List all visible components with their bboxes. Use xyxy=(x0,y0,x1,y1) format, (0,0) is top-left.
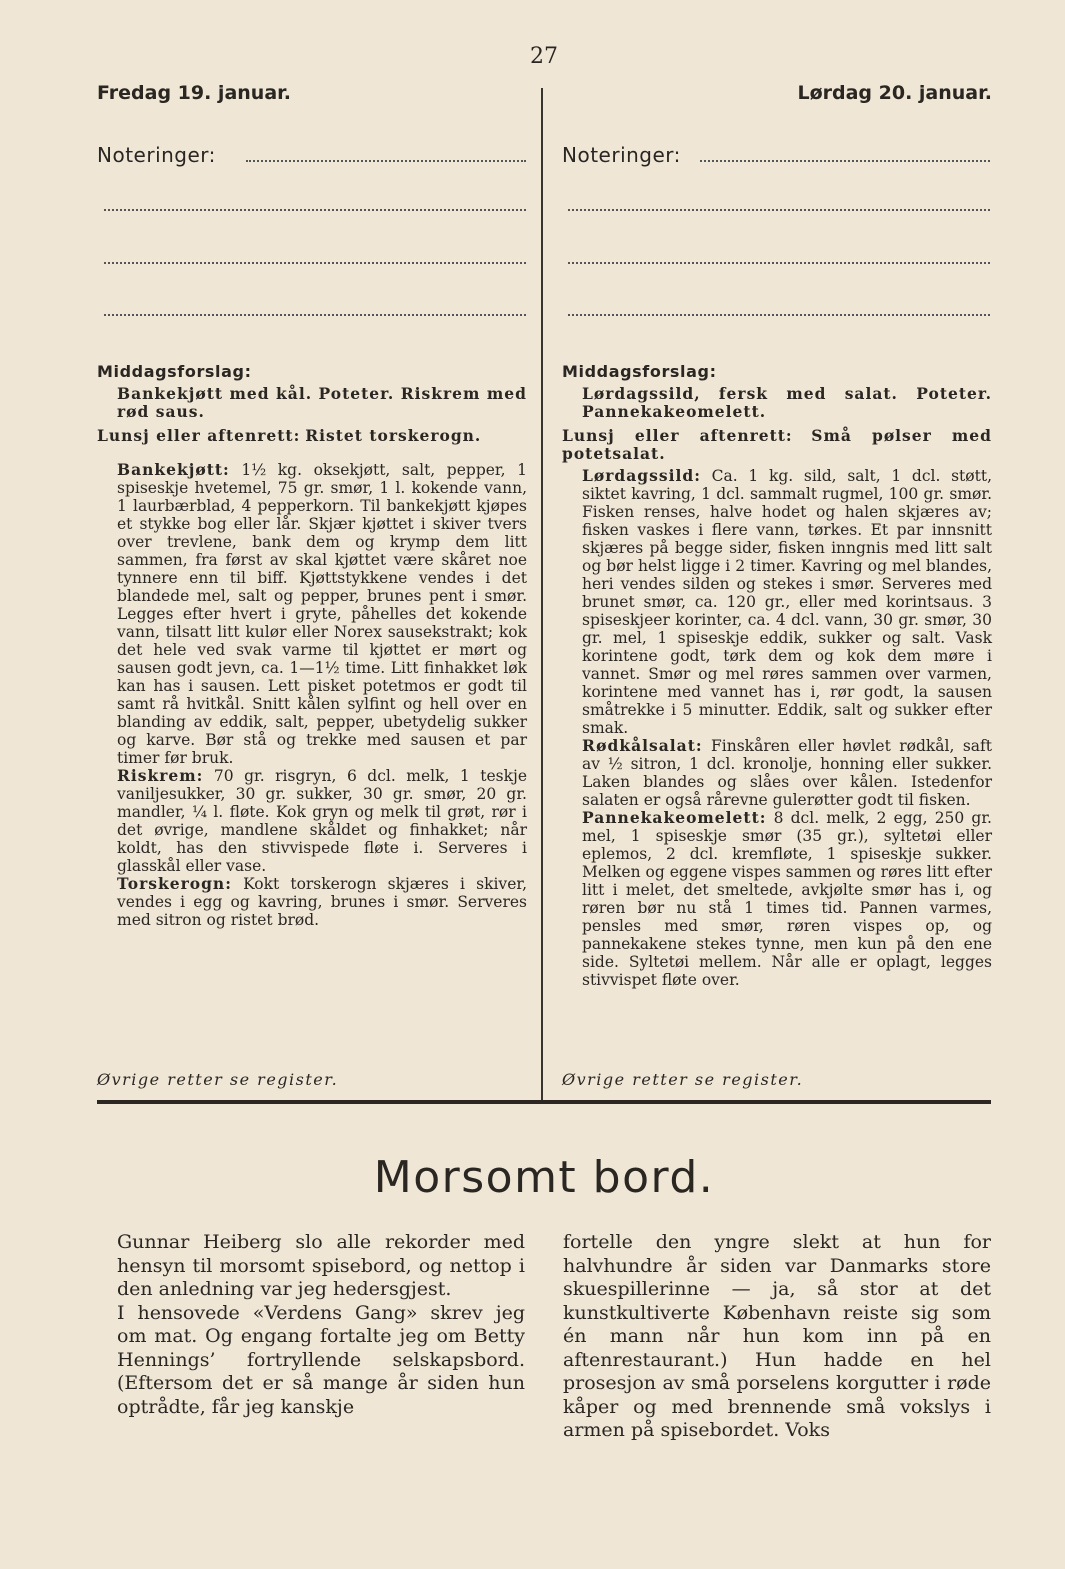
right-lunch-label: Lunsj eller aftenrett: xyxy=(562,426,793,445)
right-recipe-2 xyxy=(562,737,992,809)
right-dinner-suggestion: Lørdagssild, fersk med salat. Poteter. Pannekakeomelett. xyxy=(582,384,992,421)
right-notes-line xyxy=(568,209,990,211)
right-notes-label-text: Noteringer: xyxy=(562,143,681,167)
left-recipe-2-name: Riskrem: xyxy=(117,766,204,785)
right-recipe-3-name: Pannekakeomelett: xyxy=(582,808,767,827)
right-notes-line xyxy=(568,314,990,316)
left-lunch-line xyxy=(97,427,527,445)
right-dinner-label: Middagsforslag: xyxy=(562,362,717,381)
page-number: 27 xyxy=(530,44,558,69)
right-recipe-2-text: Finskåren eller høvlet rødkål, saft av ½ sitron, 1 dcl. kronolje, honning eller sukker. Laken blandes og slåes over kålen. Istedenfor salaten er også rårevne gulerøtter godt til fisken. xyxy=(582,737,992,809)
right-notes-line xyxy=(700,160,990,162)
left-recipe-3-name: Torskerogn: xyxy=(117,874,232,893)
right-recipe-3 xyxy=(562,809,992,989)
right-other-dishes-note: Øvrige retter se register. xyxy=(562,1070,804,1089)
article-right-column xyxy=(563,1231,991,1443)
left-notes-line xyxy=(104,209,526,211)
right-recipe-2-name: Rødkålsalat: xyxy=(582,736,703,755)
left-notes-line xyxy=(246,160,526,162)
left-dinner-suggestion: Bankekjøtt med kål. Poteter. Riskrem med rød saus. xyxy=(117,384,527,421)
left-recipe-3-text: Kokt torskerogn skjæres i skiver, vendes i egg og kavring, brunes i smør. Serveres med sitron og ristet brød. xyxy=(117,875,527,929)
column-divider xyxy=(541,88,543,1100)
article-left-column xyxy=(97,1231,525,1419)
right-recipe-1-text: Ca. 1 kg. sild, salt, 1 dcl. støtt, siktet kavring, 1 dcl. sammalt rugmel, 100 gr. smør. Fisken renses, halve hodet og halen skjæres av; fisken vaskes i flere vann, tørkes. Et par innsnitt skjæres på begge sider, fisken inngnis med litt salt og bør helst ligge i 2 timer. Kavring og mel blandes, heri vendes silden og stekes i smør. Serveres med brunet smør, ca. 120 gr., eller med korintsaus. 3 spiseskjeer korinter, ca. 4 dcl. vann, 30 gr. smør, 30 gr. mel, 1 spiseskje eddik, sukker og salt. Vask korintene godt, tørk dem og kok dem møre i vannet. Smør og mel røres sammen over varmen, korintene med vannet has i, rør godt, la sausen småtrekke i 5 minutter. Eddik, salt og sukker efter smak. xyxy=(582,467,992,737)
right-lunch-value: Små pølser med potetsalat. xyxy=(562,426,992,463)
left-date-heading: Fredag 19. januar. xyxy=(97,82,292,104)
right-notes-label xyxy=(562,143,681,167)
left-notes-label-text: Noteringer: xyxy=(97,143,216,167)
article-title: Morsomt bord. xyxy=(373,1152,715,1203)
right-notes-line xyxy=(568,262,990,264)
left-notes-line xyxy=(104,262,526,264)
left-notes-line xyxy=(104,314,526,316)
left-recipe-1-text: 1½ kg. oksekjøtt, salt, pepper, 1 spiseskje hvetemel, 75 gr. smør, 1 l. kokende vann, 1 laurbærblad, 4 pepperkorn. Til bankekjøtt kjøpes et stykke bog eller lår. Skjær kjøttet i skiver tvers over trevlene, bank dem og krymp dem litt sammen, fra først av skal kjøttet være skåret noe tynnere enn til biff. Kjøttstykkene vendes i det blandede mel, salt og pepper, brunes pent i smør. Legges efter hvert i gryte, påhelles det kokende vann, tilsatt litt kulør eller Norex sausekstrakt; kok det hele ved svak varme til kjøttet er mørt og sausen godt jevn, ca. 1—1½ time. Litt finhakket løk kan has i sausen. Lett pisket potetmos er godt til samt rå hvitkål. Snitt kålen sylfint og hell over en blanding av eddik, salt, pepper, ubetydelig sukker og karve. Bør stå og trekke med sausen et par timer før bruk. xyxy=(117,461,527,767)
section-rule xyxy=(97,1100,991,1104)
left-recipe-1-name: Bankekjøtt: xyxy=(117,460,230,479)
article-paragraph: fortelle den yngre slekt at hun for halvhundre år siden var Danmarks store skuespillerinne — ja, så stor at det kunstkultiverte København reiste sig som én mann når hun kom inn på en aftenrestaurant.) Hun hadde en hel prosesjon av små porselens korgutter i røde kåper og med brennende små vokslys i armen på spisebordet. Voks xyxy=(563,1231,991,1441)
left-lunch-value: Ristet torskerogn. xyxy=(305,426,482,445)
right-recipe-1-name: Lørdagssild: xyxy=(582,466,701,485)
left-notes-label xyxy=(97,143,216,167)
left-recipe-2 xyxy=(97,767,527,875)
left-lunch-label: Lunsj eller aftenrett: xyxy=(97,426,301,445)
left-recipes xyxy=(97,363,527,929)
left-dinner-label: Middagsforslag: xyxy=(97,362,252,381)
article-paragraph: Gunnar Heiberg slo alle rekorder med hensyn til morsomt spisebord, og nettop i den anledning var jeg hedersgjest. xyxy=(117,1231,525,1300)
right-date-heading: Lørdag 20. januar. xyxy=(797,82,992,104)
left-recipe-1 xyxy=(97,461,527,767)
article-paragraph: I hensovede «Verdens Gang» skrev jeg om mat. Og engang fortalte jeg om Betty Hennings’ fortryllende selskapsbord. (Eftersom det er så mange år siden hun optrådte, får jeg kanskje xyxy=(117,1301,525,1418)
left-recipe-3 xyxy=(97,875,527,929)
left-recipe-2-text: 70 gr. risgryn, 6 dcl. melk, 1 teskje vaniljesukker, 30 gr. sukker, 30 gr. smør, 20 gr. mandler, ¼ l. fløte. Kok gryn og melk til grøt, rør i det øvrige, mandlene skåldet og finhakket; når koldt, has den stivvispede fløte i. Serveres i glasskål eller vase. xyxy=(117,767,527,875)
right-lunch-line xyxy=(562,427,992,463)
left-other-dishes-note: Øvrige retter se register. xyxy=(97,1070,339,1089)
right-recipe-3-text: 8 dcl. melk, 2 egg, 250 gr. mel, 1 spiseskje smør (35 gr.), syltetøi eller eplemos, 2 dcl. kremfløte, 1 spiseskje sukker. Melken og eggene vispes sammen og røres litt efter litt i melet, det smeltede, avkjølte smør has i, og røren bør nu stå 1 times tid. Pannen varmes, pensles med smør, røren vispes op, og pannekakene stekes tynne, men kun på den ene side. Syltetøi mellem. Når alle er oplagt, legges stivvispet fløte over. xyxy=(582,809,992,989)
right-recipes xyxy=(562,363,992,989)
right-recipe-1 xyxy=(562,467,992,737)
